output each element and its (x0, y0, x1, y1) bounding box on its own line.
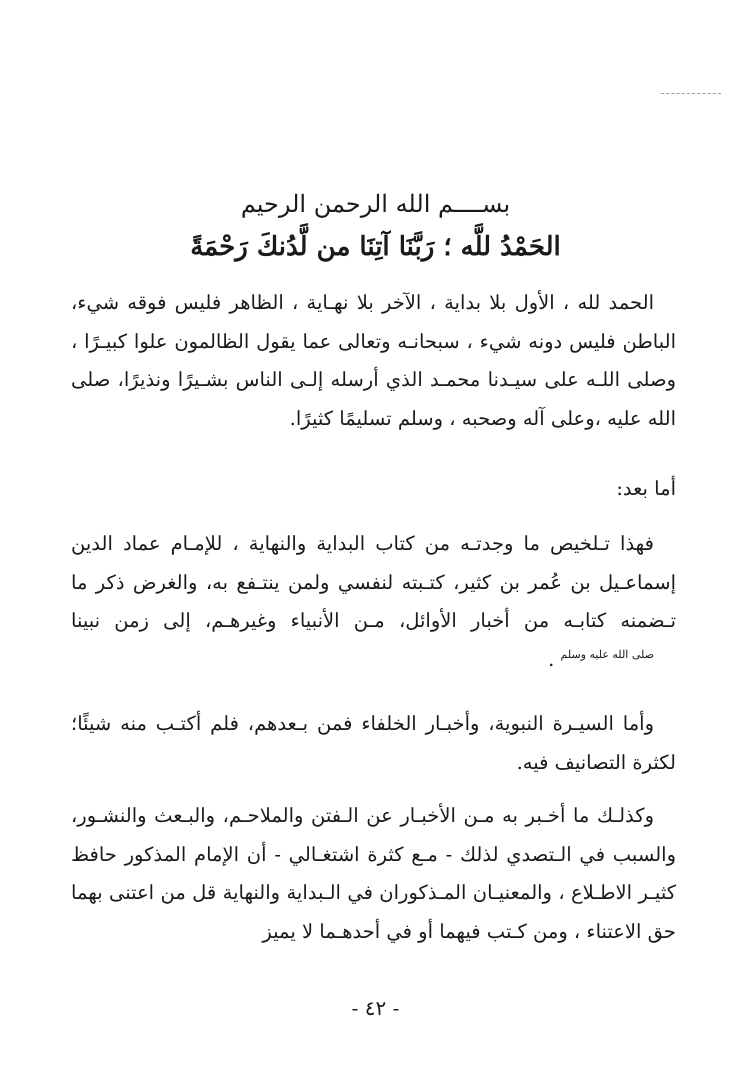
paragraph-2: وأما السيـرة النبوية، وأخبـار الخلفاء فمن بـعدهم، فلم أكتـب منه شيئًا؛ لكثرة التصانيف فيه. (71, 712, 676, 774)
paragraph-1-text: فهذا تـلخيص ما وجدتـه من كتاب البداية والنهاية ، للإمـام عماد الدين إسماعـيل بن عُمر بن كثير، كتـبته لنفسي ولمن ينتـفع به، والغرض ذكر ما تـضمنه كتابـه من أخبار الأوائل، مـن الأنبياء وغيرهـم، إلى زمن نبينا (71, 532, 676, 632)
paragraph-1-end: . (548, 647, 561, 671)
corner-mark (661, 93, 721, 94)
intro-paragraph: الحمد لله ، الأول بلا بداية ، الآخر بلا نهـاية ، الظاهر فليس فوقه شيء، الباطن فليس دونه شيء ، سبحانـه وتعالى عما يقول الظالمون علوا كبيـرًا ، وصلى اللـه على سيـدنا محمـد الذي أرسله إلـى الناس بشـيرًا ونذيرًا، صلى الله عليه ،وعلى آله وصحبه ، وسلم تسليمًا كثيرًا. (71, 291, 676, 430)
page-heading: الحَمْدُ للَّه ؛ رَبَّنَا آتِنَا من لَّدُنكَ رَحْمَةً (190, 232, 561, 262)
paragraph-1 (71, 525, 676, 679)
paragraph-3: وكذلـك ما أخـبر به مـن الأخبـار عن الـفتن والملاحـم، والبـعث والنشـور، والسبب في الـتصدي لذلك - مـع كثرة اشتغـالي - أن الإمام المذكور حافظ كثيـر الاطـلاع ، والمعنيـان المـذكوران في الـبداية والنهاية قل من اعتنى بهما حق الاعتناء ، ومن كـتب فيهما أو في أحدهـما لا يميز (71, 804, 676, 943)
basmala: بســــم الله الرحمن الرحيم (240, 190, 511, 218)
pbuh-glyph: صلى الله عليه وسلم (560, 648, 654, 661)
page-number: - ٤٢ - (351, 996, 400, 1020)
amma-baad-heading: أما بعد: (616, 477, 676, 500)
